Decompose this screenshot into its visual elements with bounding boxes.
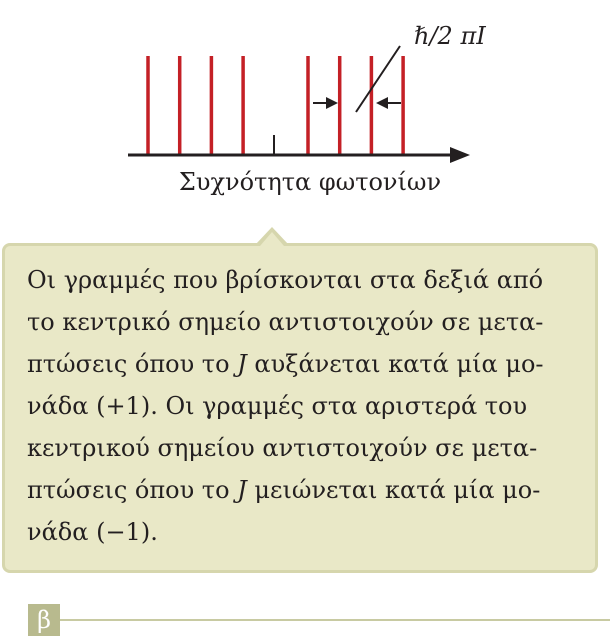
quantum-number-variable: J (237, 350, 247, 378)
axis-label: Συχνότητα φωτονίων (178, 168, 442, 196)
callout-line-text: μειώνεται κατά μία μο- (246, 476, 541, 504)
callout-line-3 (27, 349, 587, 379)
part-divider (60, 619, 610, 621)
line-spacing-label: ℏ/2 πI (414, 22, 486, 50)
callout-pointer-fill (260, 232, 284, 246)
callout-line-text: Οι γραμμές που βρίσκονται στα δεξιά από (27, 266, 544, 294)
callout-line-5 (27, 433, 587, 463)
callout-line-text: νάδα (+1). Οι γραμμές στα αριστερά του (27, 392, 528, 420)
callout-line-text: κεντρικού σημείου αντιστοιχούν σε μετα- (27, 434, 538, 462)
callout-line-text: νάδα (−1). (27, 518, 158, 546)
quantum-number-variable: J (237, 476, 247, 504)
callout-line-text: το κεντρικό σημείο αντιστοιχούν σε μετα- (27, 308, 544, 336)
spacing-arrowhead-left (326, 97, 338, 109)
callout-line-7 (27, 517, 587, 547)
callout-line-text: αυξάνεται κατά μία μο- (246, 350, 544, 378)
callout-line-1 (27, 265, 587, 295)
part-label-badge: β (28, 604, 60, 636)
spectral-lines (148, 56, 403, 155)
callout-line-4 (27, 391, 587, 421)
callout-line-text: πτώσεις όπου το (27, 476, 238, 504)
axis-arrowhead (450, 147, 470, 163)
spacing-arrowhead-right (376, 97, 388, 109)
callout-line-2 (27, 307, 587, 337)
callout-line-text: πτώσεις όπου το (27, 350, 238, 378)
callout-line-6 (27, 475, 587, 505)
